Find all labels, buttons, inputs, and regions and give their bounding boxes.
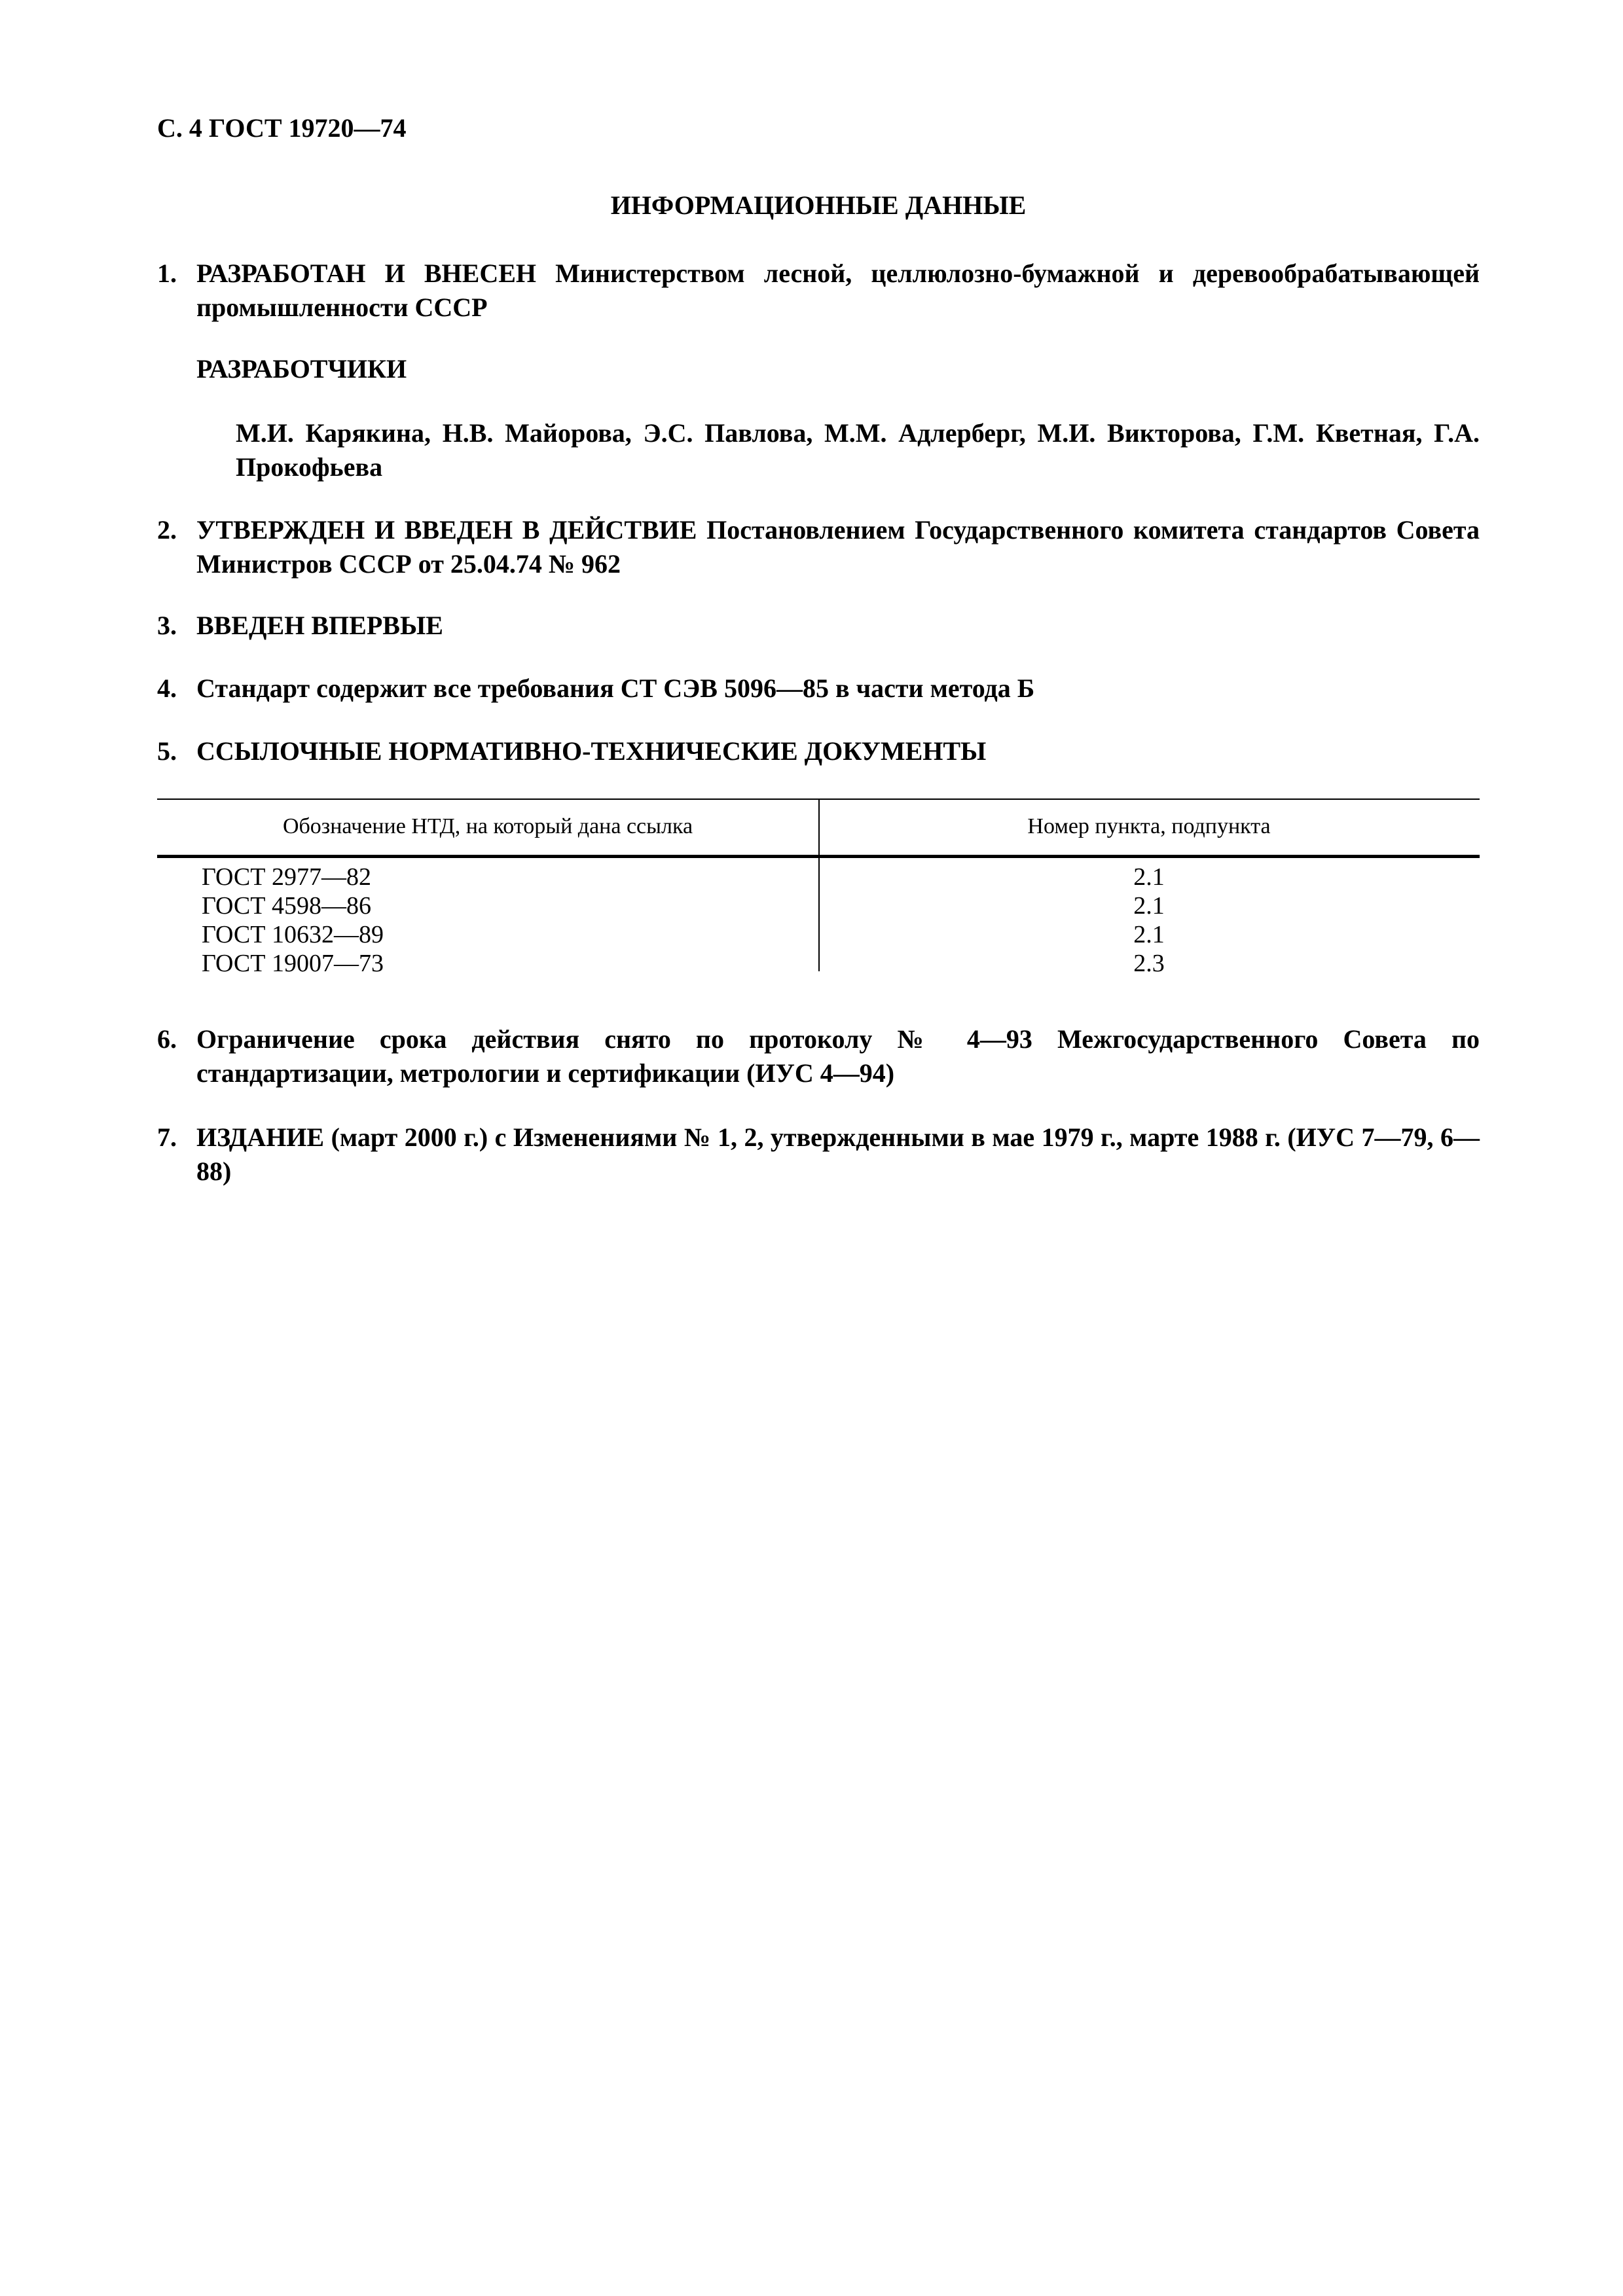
table-row	[157, 863, 1480, 891]
item-text: ССЫЛОЧНЫЕ НОРМАТИВНО-ТЕХНИЧЕСКИЕ ДОКУМЕНТЫ	[196, 736, 987, 766]
info-item-7	[157, 1121, 1480, 1189]
info-item-5	[157, 734, 1480, 768]
table-row	[157, 949, 1480, 978]
table-cell-clause: 2.1	[1133, 892, 1165, 920]
item-number: 5.	[157, 736, 177, 766]
table-cell-document: ГОСТ 2977—82	[202, 863, 371, 891]
info-item-4	[157, 672, 1480, 706]
developers-names: М.И. Карякина, Н.В. Майорова, Э.С. Павлова, М.М. Адлерберг, М.И. Викторова, Г.М. Кветная, Г.А. Прокофьева	[236, 418, 1480, 482]
developers-heading: РАЗРАБОТЧИКИ	[196, 354, 407, 384]
info-item-2	[157, 513, 1480, 581]
table-cell-document: ГОСТ 19007—73	[202, 950, 384, 977]
item-number: 6.	[157, 1024, 177, 1054]
item-text: Ограничение срока действия снято по протоколу № 4—93 Межгосударственного Совета по стандартизации, метрологии и сертификации (ИУС 4—94)	[196, 1024, 1480, 1088]
table-cell-clause: 2.1	[1133, 921, 1165, 948]
table-header-document: Обозначение НТД, на который дана ссылка	[282, 814, 693, 838]
item-text: ИЗДАНИЕ (март 2000 г.) с Изменениями № 1, 2, утвержденными в мае 1979 г., марте 1988 г. (ИУС 7—79, 6—88)	[196, 1122, 1480, 1186]
item-text: УТВЕРЖДЕН И ВВЕДЕН В ДЕЙСТВИЕ Постановлением Государственного комитета стандартов Совета Министров СССР от 25.04.74 № 962	[196, 515, 1480, 579]
table-cell-clause: 2.1	[1133, 863, 1165, 891]
item-text: ВВЕДЕН ВПЕРВЫЕ	[196, 611, 443, 640]
info-item-1	[157, 257, 1480, 325]
table-cell-document: ГОСТ 10632—89	[202, 921, 384, 948]
item-number: 3.	[157, 611, 177, 640]
info-item-3	[157, 609, 1480, 643]
table-row	[157, 891, 1480, 920]
page-title: ИНФОРМАЦИОННЫЕ ДАННЫЕ	[610, 190, 1027, 220]
item-number: 1.	[157, 259, 177, 288]
item-number: 7.	[157, 1122, 177, 1152]
info-item-6	[157, 1022, 1480, 1090]
item-text: Стандарт содержит все требования СТ СЭВ 5096—85 в части метода Б	[196, 673, 1035, 703]
page-header: С. 4 ГОСТ 19720—74	[157, 113, 407, 143]
item-number: 2.	[157, 515, 177, 545]
table-body	[157, 863, 1480, 978]
table-header-rule	[157, 855, 1480, 858]
item-text: РАЗРАБОТАН И ВНЕСЕН Министерством лесной, целлюлозно-бумажной и деревообрабатывающей промышленности СССР	[196, 259, 1480, 322]
item-number: 4.	[157, 673, 177, 703]
table-row	[157, 920, 1480, 949]
table-header-clause: Номер пункта, подпункта	[1027, 814, 1271, 838]
table-cell-clause: 2.3	[1133, 950, 1165, 977]
table-cell-document: ГОСТ 4598—86	[202, 892, 371, 920]
reference-documents-table	[157, 798, 1480, 977]
